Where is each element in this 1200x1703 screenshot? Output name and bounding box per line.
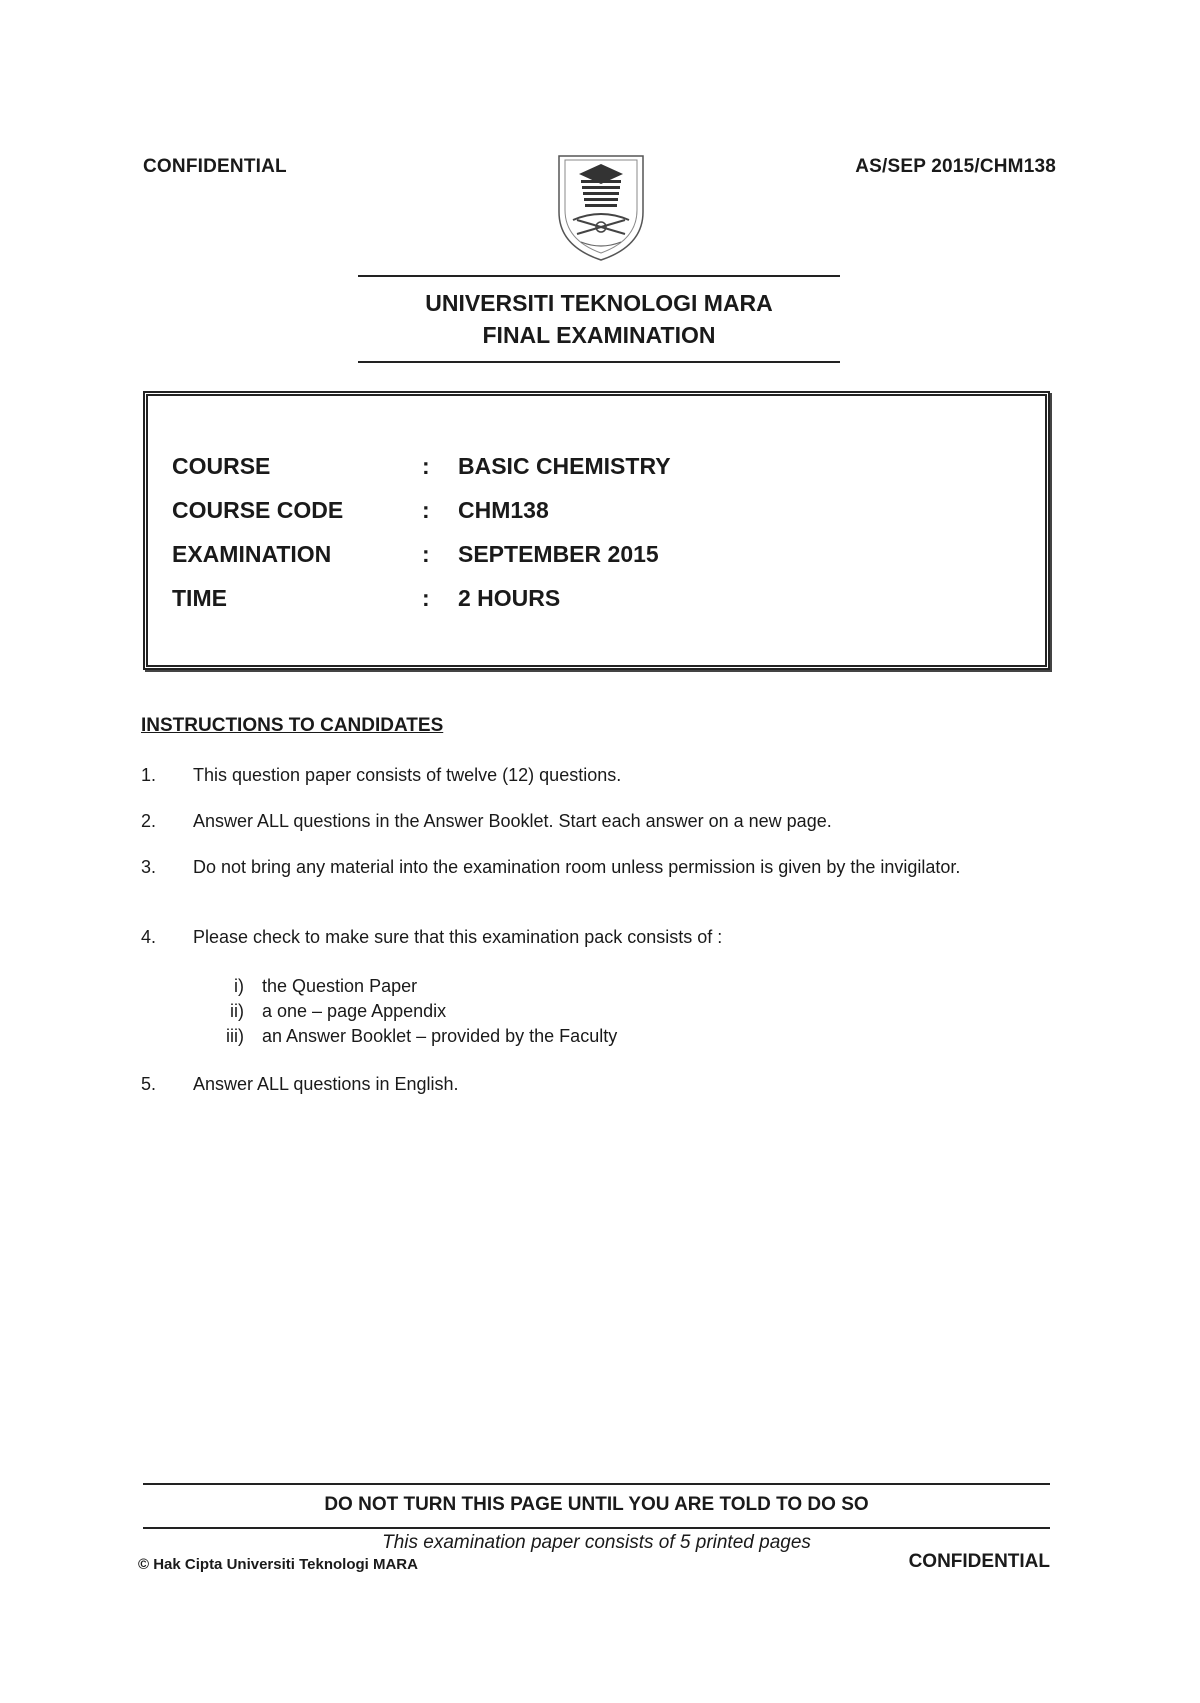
examination-label: EXAMINATION (172, 541, 332, 567)
instruction-item (141, 810, 1041, 833)
instruction-text: Answer ALL questions in the Answer Booklet. Start each answer on a new page. (193, 811, 832, 831)
pack-item-text: an Answer Booklet – provided by the Faculty (262, 1026, 618, 1046)
pack-item-number: i) (234, 976, 244, 996)
course-row-time (172, 585, 560, 612)
pack-item (218, 1025, 617, 1048)
pack-item (218, 1000, 446, 1023)
examination-sep: : (422, 541, 430, 567)
course-row-examination (172, 541, 659, 568)
pack-item-number: ii) (230, 1001, 244, 1021)
page-count-note: This examination paper consists of 5 printed pages (382, 1532, 811, 1553)
instruction-text: This question paper consists of twelve (12) questions. (193, 765, 622, 785)
course-info-box (143, 391, 1050, 670)
copyright-notice: © Hak Cipta Universiti Teknologi MARA (138, 1556, 418, 1573)
paper-code: AS/SEP 2015/CHM138 (855, 156, 1056, 177)
university-crest-icon (551, 150, 651, 265)
course-label: COURSE (172, 453, 271, 479)
instruction-text: Do not bring any material into the examination room unless permission is given by the invigilator. (193, 857, 961, 877)
instruction-number: 3. (141, 857, 157, 877)
instruction-item (141, 856, 1041, 879)
examination-value: SEPTEMBER 2015 (458, 541, 659, 567)
course-code-sep: : (422, 497, 430, 523)
time-sep: : (422, 585, 430, 611)
footer-confidential: CONFIDENTIAL (908, 1551, 1050, 1572)
instruction-number: 1. (141, 765, 157, 785)
footer-rule-bottom (143, 1527, 1050, 1529)
course-row-code (172, 497, 549, 524)
do-not-turn-notice: DO NOT TURN THIS PAGE UNTIL YOU ARE TOLD TO DO SO (324, 1494, 869, 1515)
course-value: BASIC CHEMISTRY (458, 453, 671, 479)
university-name: UNIVERSITI TEKNOLOGI MARA (425, 290, 773, 316)
instructions-title: INSTRUCTIONS TO CANDIDATES (141, 715, 444, 736)
instruction-text: Please check to make sure that this examination pack consists of : (193, 927, 723, 947)
title-rule-bottom (358, 361, 840, 363)
instruction-number: 4. (141, 927, 157, 947)
pack-item (218, 975, 417, 998)
exam-title: FINAL EXAMINATION (482, 322, 716, 348)
course-sep: : (422, 453, 430, 479)
instruction-number: 5. (141, 1074, 157, 1094)
time-value: 2 HOURS (458, 585, 561, 611)
footer-rule-top (143, 1483, 1050, 1485)
instruction-item (141, 1073, 1041, 1096)
instruction-number: 2. (141, 811, 157, 831)
title-rule-top (358, 275, 840, 277)
course-code-value: CHM138 (458, 497, 549, 523)
course-code-label: COURSE CODE (172, 497, 344, 523)
pack-item-number: iii) (226, 1026, 244, 1046)
pack-item-text: a one – page Appendix (262, 1001, 447, 1021)
instruction-text: Answer ALL questions in English. (193, 1074, 459, 1094)
time-label: TIME (172, 585, 227, 611)
instruction-item (141, 764, 1041, 787)
course-row-course (172, 453, 671, 480)
header-confidential: CONFIDENTIAL (143, 156, 287, 177)
instruction-item (141, 926, 1041, 949)
pack-item-text: the Question Paper (262, 976, 418, 996)
